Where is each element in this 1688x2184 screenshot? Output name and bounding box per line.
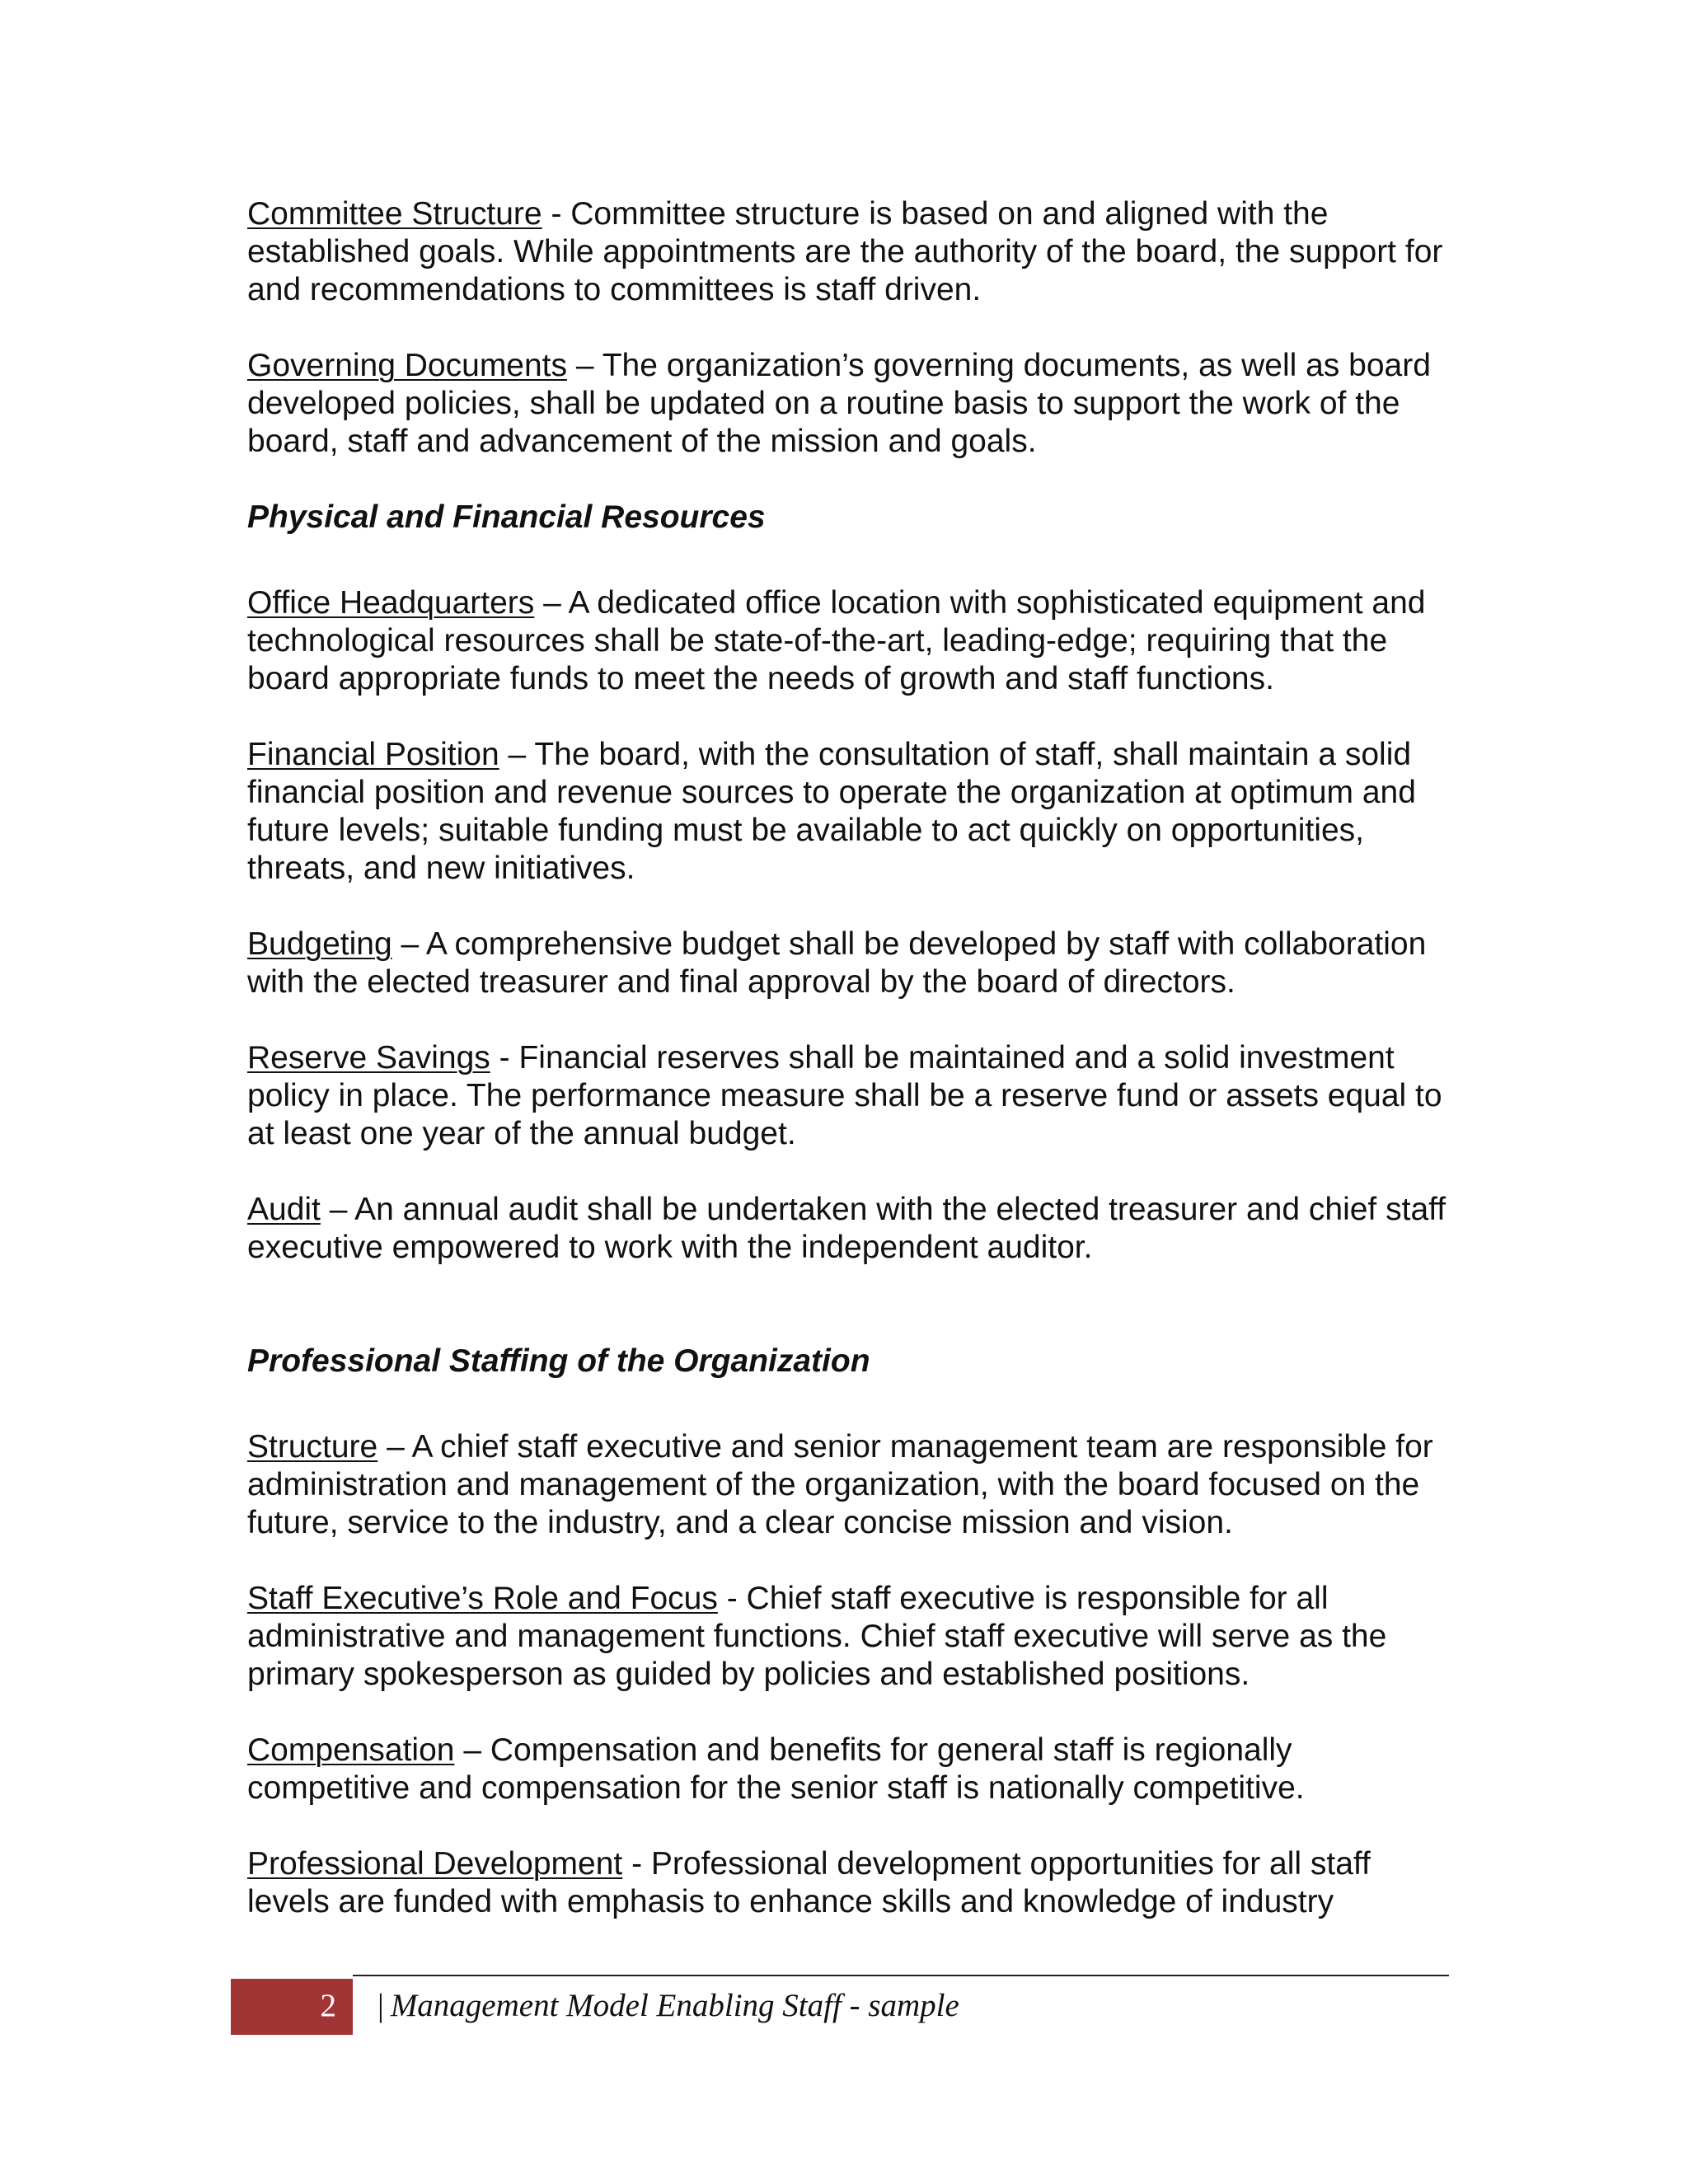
term-staff-executive-role: Staff Executive’s Role and Focus xyxy=(247,1581,718,1616)
page-number-badge xyxy=(231,1979,353,2035)
paragraph-text: - Committee structure is based on and aligned with the established goals. While appointments are the authority of the board, the support for and recommendations to committees is staff driven. xyxy=(247,196,1443,307)
footer-separator: | xyxy=(377,1988,384,2023)
term-budgeting: Budgeting xyxy=(247,926,392,962)
term-reserve-savings: Reserve Savings xyxy=(247,1040,490,1076)
paragraph-text: – Compensation and benefits for general staff is regionally competitive and compensation for the senior staff is nationally competitive. xyxy=(247,1732,1305,1806)
paragraph-text: - Financial reserves shall be maintained and a solid investment policy in place. The performance measure shall be a reserve fund or assets equal to at least one year of the annual budget. xyxy=(247,1040,1442,1151)
term-financial-position: Financial Position xyxy=(247,737,499,772)
paragraph-text: – An annual audit shall be undertaken with the elected treasurer and chief staff executive empowered to work with the independent auditor. xyxy=(247,1192,1447,1265)
paragraph-committee-structure xyxy=(247,195,1451,309)
term-compensation: Compensation xyxy=(247,1732,455,1768)
section-heading-physical-financial: Physical and Financial Resources xyxy=(247,499,766,535)
paragraph-text: – A dedicated office location with sophisticated equipment and technological resources shall be state-of-the-art, leading-edge; requiring that the board appropriate funds to meet the needs of growth and staff functions. xyxy=(247,585,1426,696)
footer-title: Management Model Enabling Staff - sample xyxy=(390,1988,959,2023)
term-committee-structure: Committee Structure xyxy=(247,196,542,232)
term-audit: Audit xyxy=(247,1192,321,1227)
paragraph-governing-documents xyxy=(247,347,1451,461)
paragraph-text: - Professional development opportunities for all staff levels are funded with emphasis to enhance skills and knowledge of industry xyxy=(247,1846,1371,1919)
paragraph-text: – A chief staff executive and senior management team are responsible for administration and management of the organization, with the board focused on the future, service to the industry, and a clear concise mission and vision. xyxy=(247,1429,1433,1540)
paragraph-compensation xyxy=(247,1732,1451,1807)
paragraph-office-headquarters xyxy=(247,584,1451,698)
section-heading-professional-staffing: Professional Staffing of the Organization xyxy=(247,1343,870,1379)
term-governing-documents: Governing Documents xyxy=(247,348,568,383)
paragraph-staff-executive-role xyxy=(247,1580,1451,1694)
term-professional-development: Professional Development xyxy=(247,1846,623,1882)
term-office-headquarters: Office Headquarters xyxy=(247,585,535,621)
paragraph-text: – A comprehensive budget shall be developed by staff with collaboration with the elected treasurer and final approval by the board of directors. xyxy=(247,926,1427,1000)
paragraph-text: – The organization’s governing documents, as well as board developed policies, shall be updated on a routine basis to support the work of the board, staff and advancement of the mission and goals. xyxy=(247,348,1431,459)
term-structure: Structure xyxy=(247,1429,378,1465)
page-number: 2 xyxy=(320,1988,336,2023)
page-body xyxy=(247,195,1451,1959)
footer-divider xyxy=(353,1975,1449,1976)
footer-title-line xyxy=(377,1987,959,2024)
paragraph-reserve-savings xyxy=(247,1039,1451,1153)
paragraph-text: – The board, with the consultation of staff, shall maintain a solid financial position and revenue sources to operate the organization at optimum and future levels; suitable funding must be available to act quickly on opportunities, threats, and new initiatives. xyxy=(247,737,1416,886)
paragraph-professional-development xyxy=(247,1845,1451,1921)
paragraph-structure xyxy=(247,1428,1451,1542)
paragraph-budgeting xyxy=(247,926,1451,1001)
paragraph-financial-position xyxy=(247,736,1451,888)
paragraph-text: - Chief staff executive is responsible for all administrative and management functions. Chief staff executive will serve as the primary spokesperson as guided by policies and established positions. xyxy=(247,1581,1387,1692)
paragraph-audit xyxy=(247,1191,1451,1267)
